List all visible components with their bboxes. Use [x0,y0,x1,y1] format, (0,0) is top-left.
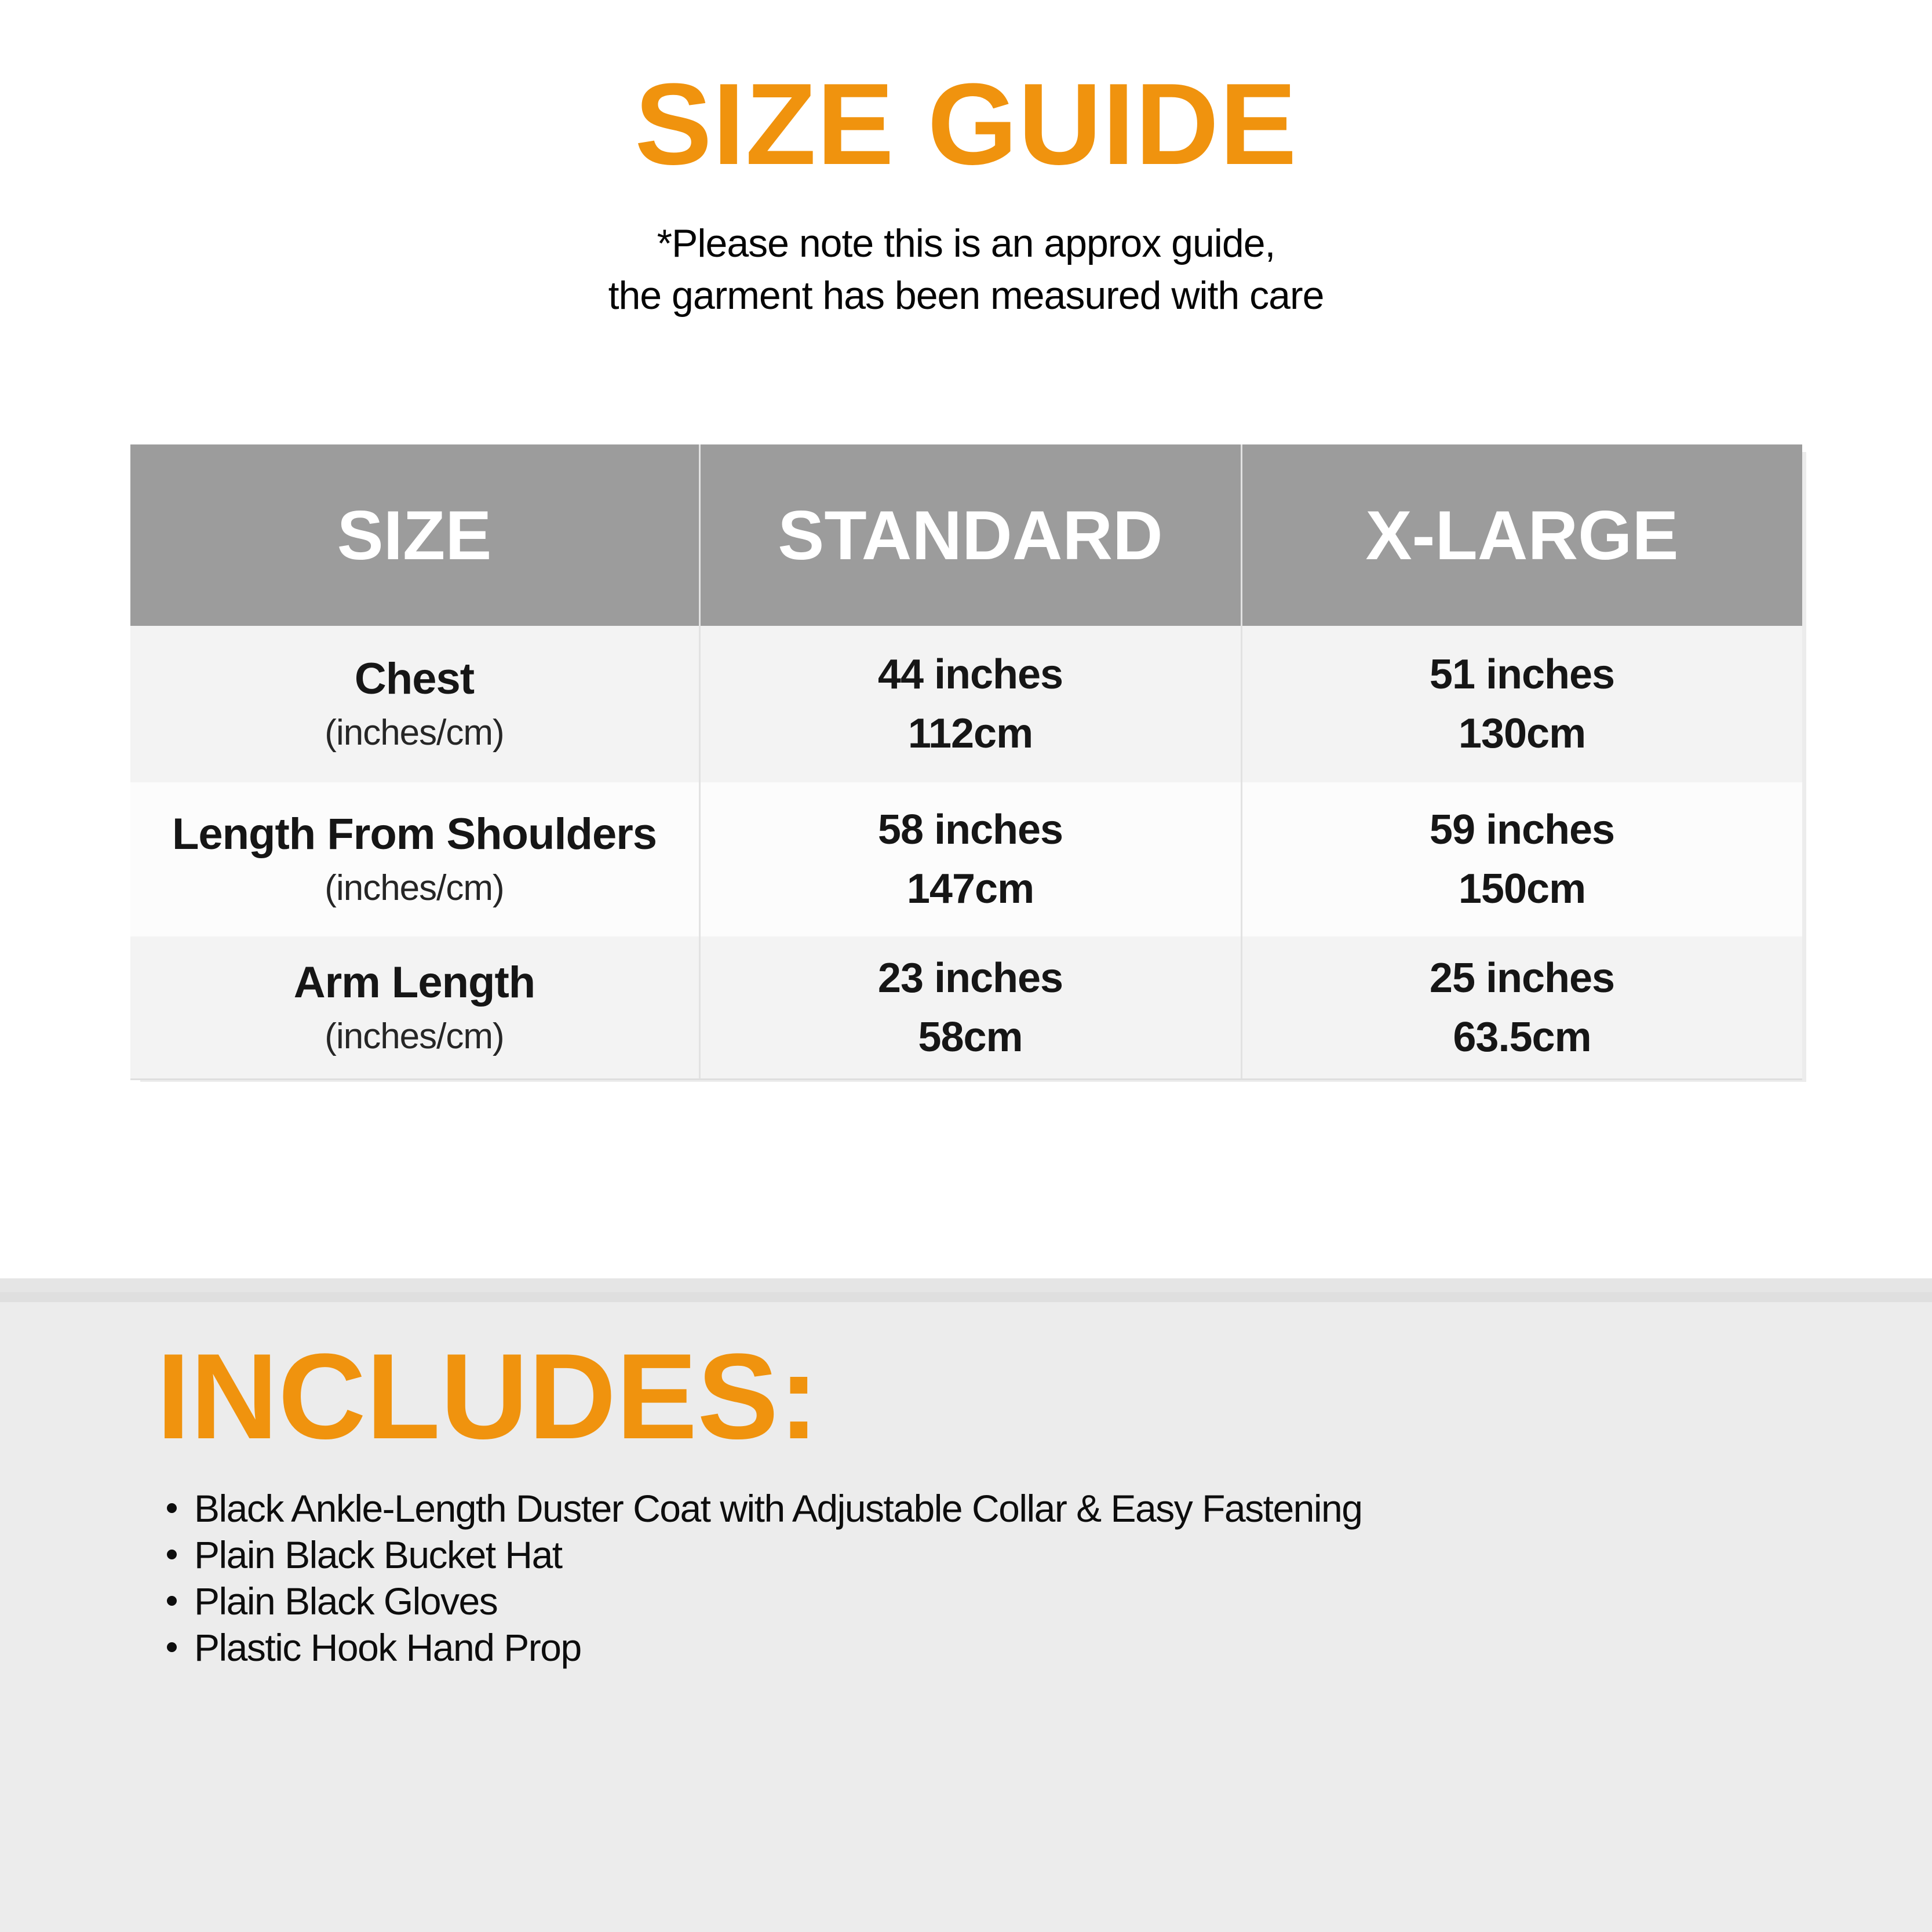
page-title: SIZE GUIDE [635,60,1297,189]
includes-section [0,1278,1932,1932]
value-inches: 51 inches [1429,651,1615,698]
row-label-cell [130,936,699,1078]
includes-list [167,1485,1932,1671]
row-label-cell [130,626,699,782]
value-cm: 147cm [906,866,1034,912]
row-label-cell [130,782,699,936]
list-item-text: Plastic Hook Hand Prop [194,1626,581,1669]
row-label: Length From Shoulders [172,810,657,859]
list-item [167,1485,1932,1532]
table-row-length-from-shoulders [130,782,1802,936]
value-cm: 150cm [1458,866,1586,912]
list-item [167,1624,1932,1671]
subtitle-line-2: the garment has been measured with care [608,274,1324,318]
row-label: Chest [354,654,475,703]
value-cm: 58cm [918,1014,1023,1060]
table-row-arm-length [130,936,1802,1078]
xlarge-value-cell [1241,936,1802,1078]
header-cell-standard: STANDARD [699,444,1241,626]
bullet-icon [167,1596,177,1606]
table-header-row [130,444,1802,626]
list-item-text: Plain Black Bucket Hat [194,1533,562,1576]
size-table [130,444,1802,1080]
list-item [167,1578,1932,1624]
subtitle [0,217,1932,322]
row-label: Arm Length [293,957,535,1007]
section-top-band [0,1278,1932,1292]
list-item-text: Black Ankle-Length Duster Coat with Adjustable Collar & Easy Fastening [194,1487,1362,1530]
list-item [167,1532,1932,1578]
list-item-text: Plain Black Gloves [194,1580,498,1623]
standard-value-cell [699,936,1241,1078]
value-inches: 59 inches [1429,807,1615,853]
header-cell-size: SIZE [337,496,492,574]
value-cm: 63.5cm [1453,1014,1591,1060]
row-sublabel: (inches/cm) [325,713,504,753]
subtitle-line-1: *Please note this is an approx guide, [657,221,1275,265]
value-cm: 130cm [1458,710,1586,757]
row-sublabel: (inches/cm) [325,868,504,908]
bullet-icon [167,1550,177,1559]
value-cm: 112cm [907,710,1033,757]
row-sublabel: (inches/cm) [325,1016,504,1056]
bullet-icon [167,1503,177,1513]
value-inches: 23 inches [877,954,1063,1001]
value-inches: 44 inches [877,651,1063,698]
value-inches: 58 inches [877,807,1063,853]
standard-value-cell [699,782,1241,936]
includes-heading: INCLUDES: [156,1328,819,1464]
bullet-icon [167,1642,177,1652]
includes-body [0,1302,1932,1932]
table-row-chest [130,626,1802,782]
section-top-band-dark [0,1292,1932,1302]
header-cell-xlarge: X-LARGE [1241,444,1802,626]
xlarge-value-cell [1241,782,1802,936]
xlarge-value-cell [1241,626,1802,782]
standard-value-cell [699,626,1241,782]
value-inches: 25 inches [1429,954,1615,1001]
